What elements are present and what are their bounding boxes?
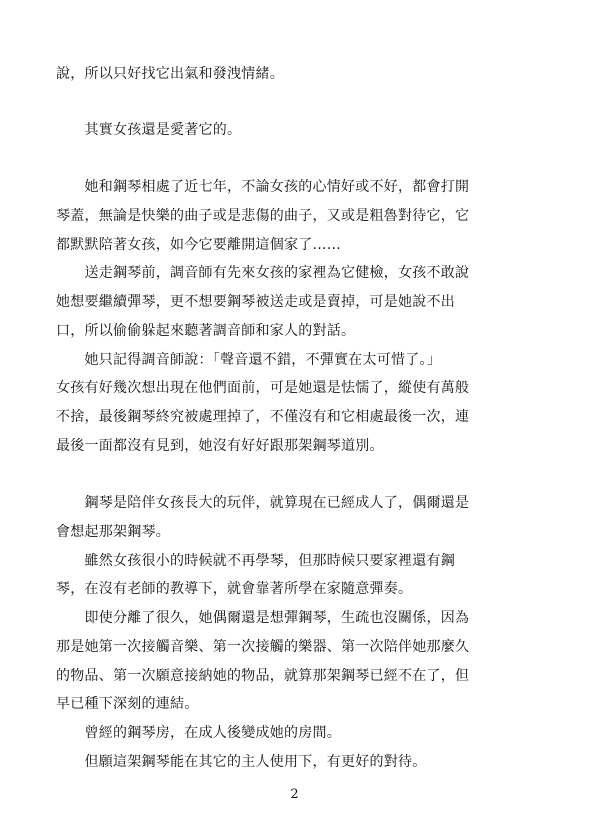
text-line: 但願這架鋼琴能在其它的主人使用下，有更好的對待。 <box>56 754 427 770</box>
page-number: 2 <box>290 787 299 802</box>
text-line: 早已種下深刻的連結。 <box>56 696 199 712</box>
text-line: 即使分離了很久，她偶爾還是想彈鋼琴，生疏也沒關係，因為 <box>56 610 470 626</box>
text-line: 雖然女孩很小的時候就不再學琴，但那時候只要家裡還有鋼 <box>56 553 455 569</box>
text-line: 她只記得調音師說：「聲音還不錯，不彈實在太可惜了。」 <box>56 352 441 368</box>
text-line: 的物品、第一次願意接納她的物品，就算那架鋼琴已經不在了，但 <box>56 668 470 684</box>
text-line: 說，所以只好找它出氣和發洩情緒。 <box>56 66 284 82</box>
text-line: 不捨，最後鋼琴終究被處理掉了，不僅沒有和它相處最後一次，連 <box>56 409 470 425</box>
text-line: 琴蓋，無論是快樂的曲子或是悲傷的曲子，又或是粗魯對待它，它 <box>56 208 470 224</box>
text-line: 口，所以偷偷躲起來聽著調音師和家人的對話。 <box>56 323 356 339</box>
text-line: 琴，在沒有老師的教導下，就會靠著所學在家隨意彈奏。 <box>56 581 413 597</box>
text-line: 都默默陪著女孩，如今它要離開這個家了…… <box>56 237 341 253</box>
text-line: 會想起那架鋼琴。 <box>56 524 170 540</box>
text-line: 她和鋼琴相處了近七年，不論女孩的心情好或不好，都會打開 <box>56 179 470 195</box>
text-line: 曾經的鋼琴房，在成人後變成她的房間。 <box>56 725 341 741</box>
text-line: 最後一面都沒有見到，她沒有好好跟那架鋼琴道別。 <box>56 438 384 454</box>
text-line: 鋼琴是陪伴女孩長大的玩伴，就算現在已經成人了，偶爾還是 <box>56 495 470 511</box>
text-line: 她想要繼續彈琴，更不想要鋼琴被送走或是賣掉，可是她說不出 <box>56 294 455 310</box>
text-line: 其實女孩還是愛著它的。 <box>56 122 242 138</box>
text-line: 送走鋼琴前，調音師有先來女孩的家裡為它健檢，女孩不敢說 <box>56 265 470 281</box>
text-line: 女孩有好幾次想出現在他們面前，可是她還是怯懦了，縱使有萬般 <box>56 380 470 396</box>
text-line: 那是她第一次接觸音樂、第一次接觸的樂器、第一次陪伴她那麼久 <box>56 639 470 655</box>
